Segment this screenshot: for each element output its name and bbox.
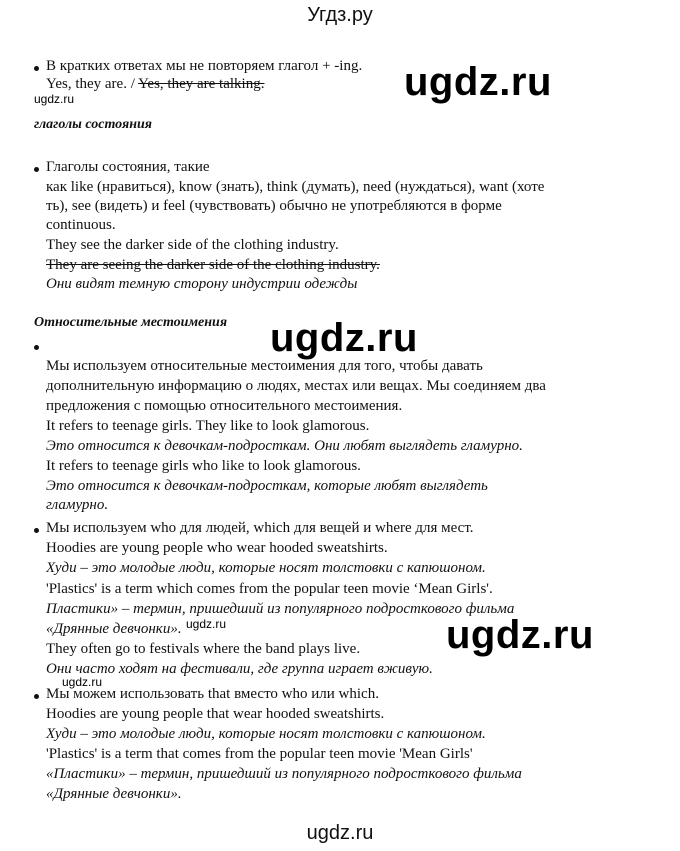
- state-verbs-line-2: как like (нравиться), know (знать), think (думать), need (нуждаться), want (хоте: [46, 179, 545, 195]
- watermark-big: ugdz.ru: [270, 316, 418, 360]
- bullet-dot: [34, 345, 39, 350]
- site-footer: ugdz.ru: [306, 822, 374, 844]
- relative-translation-2a: Это относится к девочкам-подросткам, которые любят выглядеть: [46, 478, 488, 494]
- that-example-2: 'Plastics' is a term that comes from the popular teen movie 'Mean Girls': [46, 746, 473, 762]
- bullet-dot: [34, 167, 39, 172]
- which-translation-a: Пластики» – термин, пришедший из популярного подросткового фильма: [46, 601, 515, 617]
- relative-intro-line-1: Мы используем относительные местоимения для того, чтобы давать: [46, 358, 483, 374]
- who-translation: Худи – это молодые люди, которые носят толстовки с капюшоном.: [46, 560, 486, 576]
- watermark-small: ugdz.ru: [62, 675, 103, 689]
- watermark-big: ugdz.ru: [446, 613, 594, 657]
- heading-relative-pronouns: Относительные местоимения: [34, 315, 228, 330]
- state-verbs-example: They see the darker side of the clothing industry.: [46, 237, 339, 253]
- site-title: Угдз.ру: [307, 4, 373, 26]
- that-rule: Мы можем использовать that вместо who или which.: [46, 686, 379, 702]
- example-struck: Yes, they are talking.: [138, 76, 265, 92]
- where-translation: Они часто ходят на фестивали, где группа играет вживую.: [46, 661, 433, 677]
- which-translation-b: «Дрянные девчонки».: [46, 621, 182, 637]
- state-verbs-line-1: Глаголы состояния, такие: [46, 159, 210, 175]
- that-example-1: Hoodies are young people that wear hooded sweatshirts.: [46, 706, 385, 722]
- bullet-dot: [34, 694, 39, 699]
- who-which-where-rule: Мы используем who для людей, which для вещей и where для мест.: [46, 520, 474, 536]
- short-answer-example: [46, 75, 264, 94]
- state-verbs-example-struck: They are seeing the darker side of the clothing industry.: [46, 257, 380, 273]
- watermark-small: ugdz.ru: [34, 92, 75, 106]
- relative-translation-2b: гламурно.: [46, 497, 109, 513]
- that-translation-1: Худи – это молодые люди, которые носят толстовки с капюшоном.: [46, 726, 486, 742]
- example-plain: Yes, they are. /: [46, 76, 139, 92]
- state-verbs-line-3: ть), see (видеть) и feel (чувствовать) обычно не употребляются в форме: [46, 198, 502, 214]
- relative-intro-line-2: дополнительную информацию о людях, местах или вещах. Мы соединяем два: [46, 378, 546, 394]
- bullet-dot: [34, 528, 39, 533]
- bullet-dot: [34, 66, 39, 71]
- relative-example-2: It refers to teenage girls who like to look glamorous.: [46, 458, 361, 474]
- where-example: They often go to festivals where the band plays live.: [46, 641, 361, 657]
- heading-state-verbs: глаголы состояния: [34, 117, 152, 132]
- state-verbs-translation: Они видят темную сторону индустрии одежды: [46, 276, 358, 292]
- watermark-big: ugdz.ru: [404, 60, 552, 104]
- state-verbs-line-4: continuous.: [46, 217, 116, 233]
- short-answer-rule: В кратких ответах мы не повторяем глагол + -ing.: [46, 58, 363, 74]
- relative-translation-1: Это относится к девочкам-подросткам. Они любят выглядеть гламурно.: [46, 438, 523, 454]
- relative-intro-line-3: предложения с помощью относительного местоимения.: [46, 398, 403, 414]
- that-translation-2b: «Дрянные девчонки».: [46, 786, 182, 802]
- watermark-small: ugdz.ru: [186, 617, 227, 631]
- which-example: 'Plastics' is a term which comes from the popular teen movie ‘Mean Girls'.: [46, 581, 493, 597]
- relative-example-1: It refers to teenage girls. They like to look glamorous.: [46, 418, 370, 434]
- who-example: Hoodies are young people who wear hooded sweatshirts.: [46, 540, 388, 556]
- that-translation-2a: «Пластики» – термин, пришедший из популярного подросткового фильма: [46, 766, 522, 782]
